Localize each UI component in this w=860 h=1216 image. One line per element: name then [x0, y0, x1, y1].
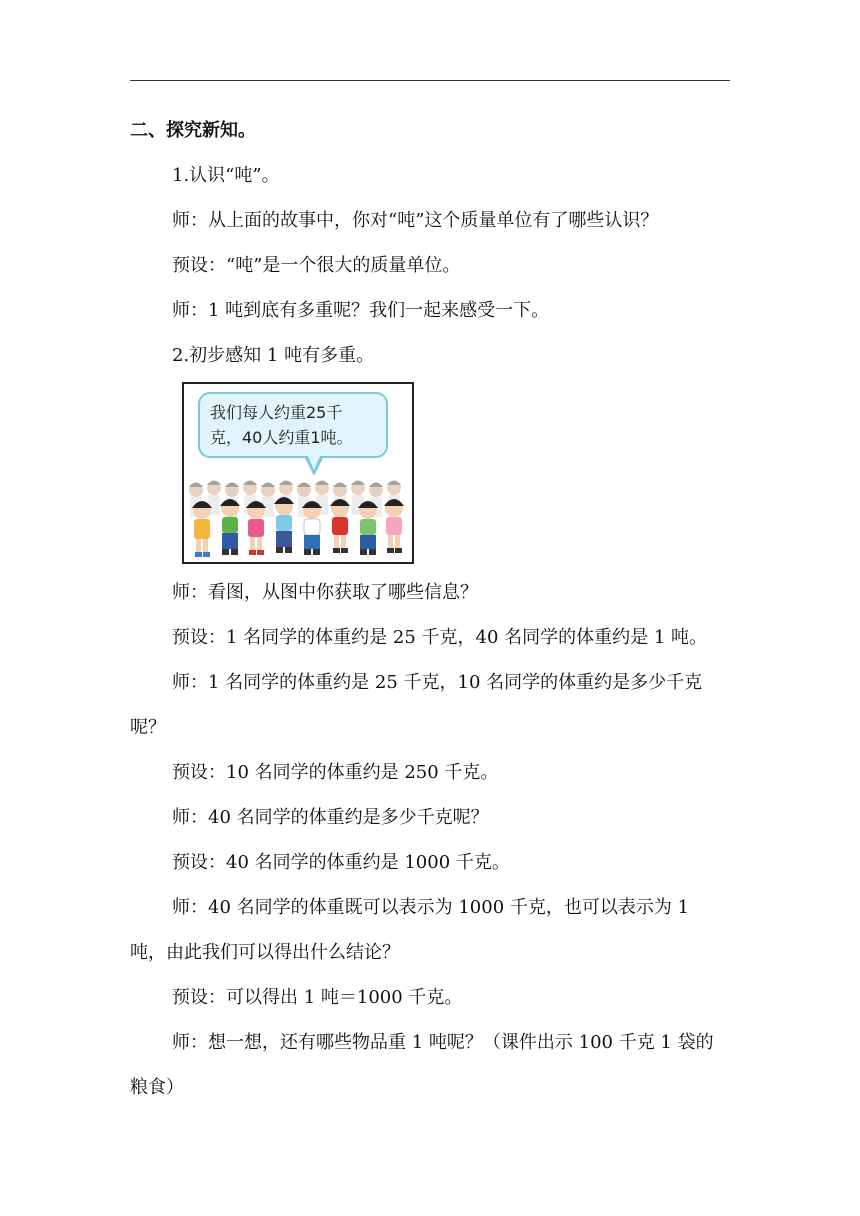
crowd-of-children-image	[184, 480, 412, 562]
paragraph: 师：40 名同学的体重既可以表示为 1000 千克，也可以表示为 1 吨，由此我们可以得出什么结论？	[130, 897, 690, 963]
illustration-students	[182, 382, 414, 564]
paragraph: 2.初步感知 1 吨有多重。	[172, 345, 375, 366]
paragraph: 师：1 吨到底有多重呢？我们一起来感受一下。	[172, 300, 550, 321]
speech-bubble-tail-fill	[307, 454, 321, 470]
section-heading: 二、探究新知。	[130, 120, 256, 141]
paragraph: 师：想一想，还有哪些物品重 1 吨呢？（课件出示 100 千克 1 袋的粮食）	[130, 1032, 714, 1098]
paragraph: 1.认识“吨”。	[172, 165, 280, 186]
paragraph: 预设：10 名同学的体重约是 250 千克。	[172, 762, 499, 783]
paragraph: 师：从上面的故事中，你对“吨”这个质量单位有了哪些认识？	[172, 210, 659, 231]
paragraph: 预设：可以得出 1 吨＝1000 千克。	[172, 987, 463, 1008]
paragraph: 师：1 名同学的体重约是 25 千克，10 名同学的体重约是多少千克呢？	[130, 672, 703, 738]
paragraph: 预设：1 名同学的体重约是 25 千克，40 名同学的体重约是 1 吨。	[172, 627, 708, 648]
paragraph: 师：看图，从图中你获取了哪些信息？	[172, 582, 478, 603]
bubble-text-line: 我们每人约重25千	[210, 403, 343, 422]
speech-bubble	[198, 392, 388, 458]
bubble-text-line: 克，40人约重1吨。	[210, 428, 353, 447]
paragraph: 师：40 名同学的体重约是多少千克呢？	[172, 807, 489, 828]
top-rule	[130, 80, 730, 81]
document-body	[130, 108, 730, 1110]
paragraph: 预设：“吨”是一个很大的质量单位。	[172, 255, 461, 276]
paragraph: 预设：40 名同学的体重约是 1000 千克。	[172, 852, 510, 873]
